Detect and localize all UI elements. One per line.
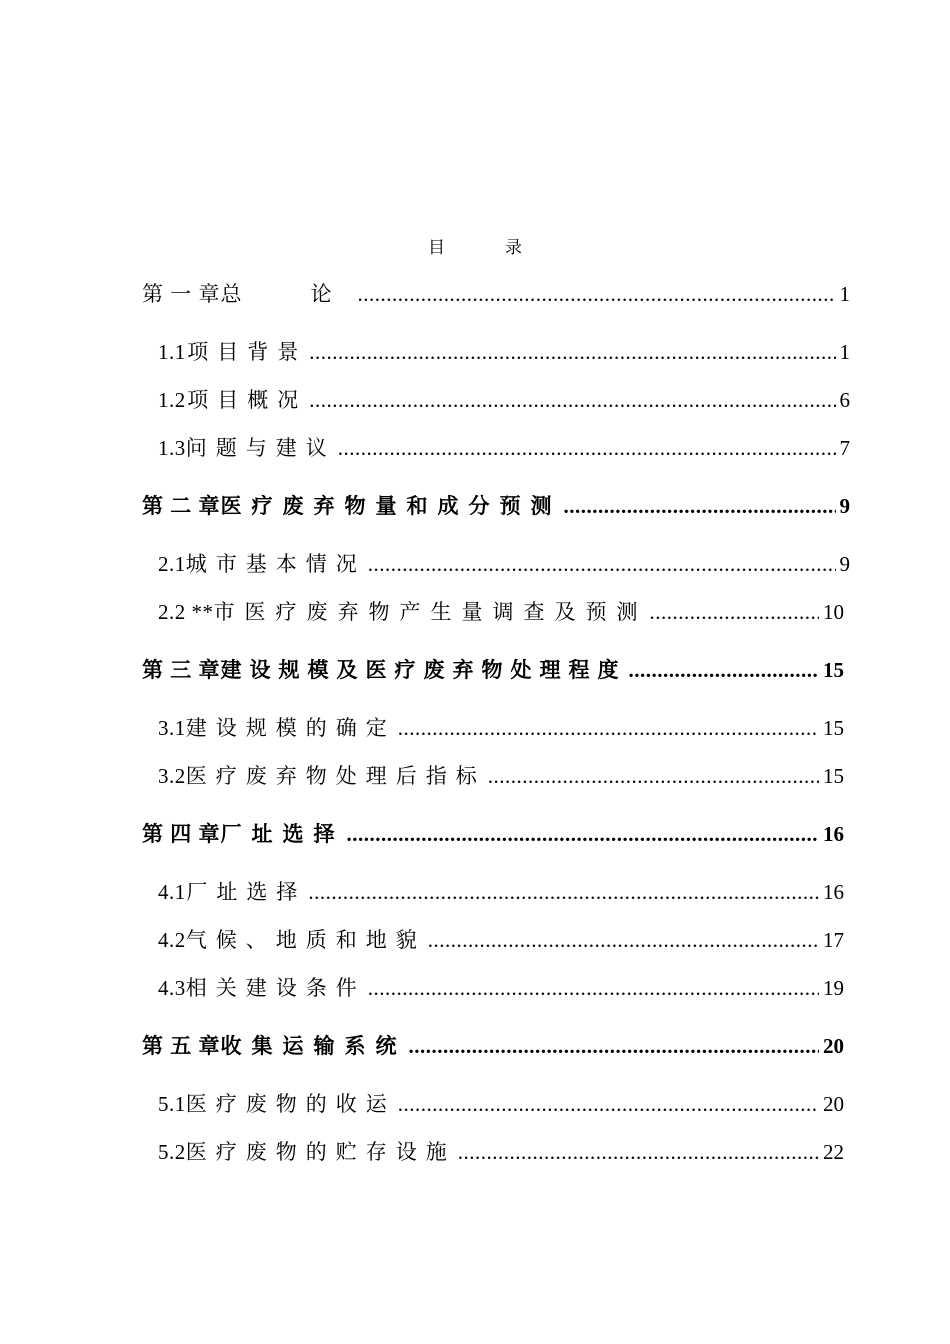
toc-leader-dots [347,820,820,848]
toc-leader-dots [368,974,819,1002]
toc-entry-label: 问题与建议 [185,436,336,460]
toc-entry-section-4-2[interactable] [158,926,844,954]
toc-leader-dots [398,714,819,742]
toc-entry-page: 6 [839,388,850,412]
toc-leader-dots [308,878,819,906]
toc-leader-dots [428,926,819,954]
toc-entry-number: 3.1 [158,716,186,740]
toc-entry-section-5-2[interactable] [158,1138,844,1166]
toc-entry-chapter-3[interactable] [142,656,844,684]
toc-entry-number: 1.2 [158,388,186,412]
toc-entry-label: 建设规模的确定 [185,716,396,740]
toc-entry-label: 总 论 [220,282,356,306]
toc-entry-page: 9 [839,494,850,518]
toc-entry-label: 气候、地质和地貌 [185,928,426,952]
toc-entry-number: 2.2 ** [158,600,214,624]
toc-entry-label: 厂址选择 [186,880,307,904]
toc-leader-dots [458,1138,819,1166]
toc-entry-number: 第 五 章 [142,1034,221,1058]
toc-entry-section-5-1[interactable] [158,1090,844,1118]
toc-entry-page: 7 [839,436,850,460]
toc-leader-dots [358,280,836,308]
toc-entry-label: 市医疗废弃物产生量调查及预测 [213,600,648,624]
toc-entry-section-4-3[interactable] [158,974,844,1002]
toc-entry-label: 医疗废物的收运 [185,1092,396,1116]
toc-entry-number: 4.3 [158,976,186,1000]
toc-entry-number: 第 四 章 [142,822,221,846]
toc-entry-number: 2.1 [158,552,186,576]
toc-title [0,236,950,260]
toc-entry-section-2-1[interactable] [158,550,850,578]
toc-entry-page: 16 [823,822,844,846]
toc-entry-label: 医疗废弃物处理后指标 [185,764,486,788]
toc-leader-dots [398,1090,819,1118]
toc-entry-label: 收集运输系统 [220,1034,407,1058]
toc-entry-number: 4.1 [158,880,186,904]
toc-entry-page: 9 [839,552,850,576]
toc-entry-label: 相关建设条件 [185,976,366,1000]
toc-entry-number: 4.2 [158,928,186,952]
toc-entry-number: 1.1 [158,340,186,364]
toc-entry-section-3-2[interactable] [158,762,844,790]
toc-entry-page: 22 [823,1140,844,1164]
toc-entry-chapter-5[interactable] [142,1032,844,1060]
toc-leader-dots [488,762,819,790]
toc-entry-section-2-2[interactable] [158,598,844,626]
toc-entry-label: 项目背景 [187,340,308,364]
toc-leader-dots [338,434,836,462]
toc-entry-page: 15 [823,764,844,788]
toc-entry-label: 医疗废弃物量和成分预测 [220,494,562,518]
toc-entry-section-3-1[interactable] [158,714,844,742]
toc-title-right: 录 [505,238,522,257]
toc-entry-label: 厂址选择 [220,822,345,846]
toc-title-left: 目 [428,238,445,257]
toc-leader-dots [409,1032,820,1060]
toc-entry-section-1-3[interactable] [158,434,850,462]
toc-entry-label: 城市基本情况 [185,552,366,576]
toc-entry-label: 项目概况 [187,388,308,412]
toc-entry-section-1-2[interactable] [158,386,850,414]
toc-leader-dots [564,492,836,520]
toc-entry-page: 17 [823,928,844,952]
toc-entry-number: 5.2 [158,1140,186,1164]
toc-leader-dots [309,386,835,414]
toc-entry-number: 1.3 [158,436,186,460]
toc-entry-number: 5.1 [158,1092,186,1116]
toc-entry-number: 第 一 章 [142,282,221,306]
toc-entry-page: 10 [823,600,844,624]
toc-entry-page: 16 [823,880,844,904]
toc-leader-dots [309,338,835,366]
toc-entry-chapter-1[interactable] [142,280,850,308]
toc-entry-chapter-2[interactable] [142,492,850,520]
toc-entry-section-1-1[interactable] [158,338,850,366]
toc-entry-page: 15 [823,716,844,740]
toc-entry-page: 1 [839,340,850,364]
toc-entry-page: 1 [839,282,850,306]
toc-entry-page: 15 [823,658,844,682]
toc-entry-section-4-1[interactable] [158,878,844,906]
toc-leader-dots [629,656,820,684]
toc-leader-dots [650,598,820,626]
toc-entry-label: 建设规模及医疗废弃物处理程度 [220,658,627,682]
toc-entry-number: 第 三 章 [142,658,221,682]
toc-entry-page: 20 [823,1092,844,1116]
toc-entry-chapter-4[interactable] [142,820,844,848]
toc-entry-label: 医疗废物的贮存设施 [185,1140,456,1164]
toc-entry-number: 3.2 [158,764,186,788]
toc-leader-dots [368,550,836,578]
toc-entry-page: 19 [823,976,844,1000]
toc-entry-number: 第 二 章 [142,494,221,518]
toc-entry-page: 20 [823,1034,844,1058]
